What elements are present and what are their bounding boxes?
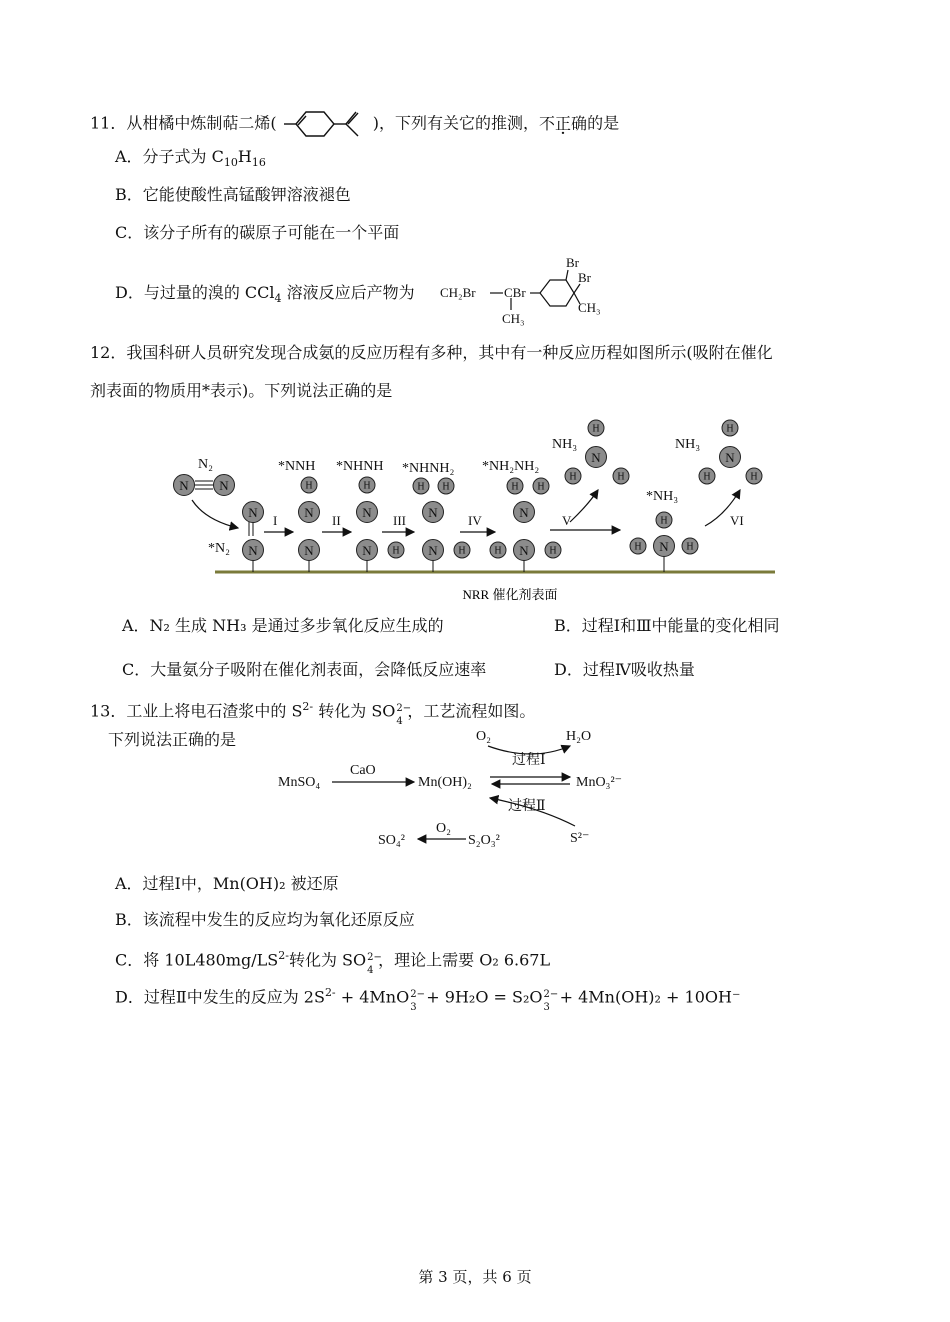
hydrogen-atom-label: H	[634, 541, 642, 553]
nitrogen-atom-label: N	[659, 539, 669, 554]
label-nh3-released-2: NH₃	[675, 437, 701, 452]
hydrogen-atom-label: H	[442, 481, 450, 493]
struct-br2: Br	[578, 270, 591, 285]
nitrogen-atom-label: N	[519, 505, 529, 520]
hydrogen-atom-label: H	[703, 471, 711, 483]
hydrogen-atom-label: H	[726, 423, 734, 435]
label-n2-star: *N₂	[208, 541, 230, 556]
flow-mnoh2: Mn(OH)₂	[418, 775, 472, 790]
nitrogen-atom-label: N	[304, 543, 314, 558]
flow-h2o: H₂O	[566, 729, 592, 744]
nitrogen-atom-label: N	[428, 505, 438, 520]
flow-process-2: 过程Ⅱ	[508, 799, 546, 814]
nitrogen-atom-label: N	[362, 505, 372, 520]
q11-option-b: B．它能使酸性高锰酸钾溶液褪色	[115, 185, 351, 204]
step-i: I	[273, 513, 278, 528]
flow-mnso4: MnSO₄	[278, 775, 321, 790]
q11-option-a: A．分子式为 $C_{10}H_{16}$	[115, 147, 266, 170]
hydrogen-atom-label: H	[417, 481, 425, 493]
nitrogen-atom-label: N	[591, 450, 601, 465]
step-vi: VI	[730, 513, 744, 528]
hydrogen-atom-label: H	[305, 480, 313, 492]
struct-ch3-right: CH₃	[578, 300, 601, 315]
step-iv: IV	[468, 513, 482, 528]
label-nh3-released-1: NH₃	[552, 437, 578, 452]
q12-option-a: A．N₂ 生成 NH₃ 是通过多步氧化反应生成的	[122, 616, 444, 635]
flow-s2minus: S²⁻	[570, 831, 590, 846]
hydrogen-atom-label: H	[363, 480, 371, 492]
label-n2: N₂	[198, 457, 213, 472]
q13-stem: 13．工业上将电石渣浆中的 $S^{2-}$ 转化为 SO 2− 4 ，工艺流程如图。	[90, 700, 536, 727]
nitrogen-atom-label: N	[519, 543, 529, 558]
label-nnh: *NNH	[278, 459, 316, 474]
q13-option-a: A．过程Ⅰ中，Mn(OH)₂ 被还原	[115, 874, 339, 893]
q13-option-c: C．将 $10L480mg/LS^{2-}$转化为 SO 2− 4 ，理论上需要 O₂ 6.67L	[115, 949, 551, 976]
nrr-reaction-diagram	[150, 410, 800, 610]
nitrogen-atom-label: N	[304, 505, 314, 520]
struct-ch2br: CH₂Br	[440, 285, 476, 300]
flow-cao: CaO	[350, 763, 376, 778]
step-ii: II	[332, 513, 341, 528]
q13-option-b: B．该流程中发生的反应均为氧化还原反应	[115, 910, 415, 929]
hydrogen-atom-label: H	[686, 541, 694, 553]
flow-so4: SO₄²	[378, 833, 405, 848]
q13-stem-line2: 下列说法正确的是	[108, 730, 237, 749]
step-v: V	[562, 513, 572, 528]
hydrogen-atom-label: H	[617, 471, 625, 483]
label-nh3-star: *NH₃	[646, 489, 679, 504]
flow-mno3: MnO₃²⁻	[576, 775, 623, 790]
page-footer: 第 3 页，共 6 页	[418, 1268, 532, 1286]
surface-label: NRR 催化剂表面	[462, 587, 558, 602]
nitrogen-atom-label: N	[428, 543, 438, 558]
nitrogen-atom-label: N	[725, 450, 735, 465]
q13-process-flow	[270, 718, 650, 858]
nitrogen-atom-label: N	[248, 543, 258, 558]
limonene-structure	[282, 107, 368, 141]
struct-br1: Br	[566, 255, 579, 270]
hydrogen-atom-label: H	[549, 545, 557, 557]
q13-option-d: D．过程Ⅱ中发生的反应为 $2S^{2-} + 4MnO$ 2− 3 + 9H₂O = S₂O 2− 3 + 4Mn(OH)₂ + 10OH⁻	[115, 986, 741, 1013]
q12-stem-line2: 剂表面的物质用*表示)。下列说法正确的是	[90, 381, 393, 400]
hydrogen-atom-label: H	[750, 471, 758, 483]
hydrogen-atom-label: H	[392, 545, 400, 557]
nitrogen-atom-label: N	[362, 543, 372, 558]
label-nh2nh2: *NH₂NH₂	[482, 459, 540, 474]
flow-o2-top: O₂	[476, 729, 491, 744]
struct-cbr: CBr	[504, 285, 526, 300]
hydrogen-atom-label: H	[511, 481, 519, 493]
q12-option-b: B．过程Ⅰ和Ⅲ中能量的变化相同	[554, 616, 780, 635]
q11-stem: 11．从柑橘中炼制萜二烯( )，下列有关它的推测，不正确的是	[90, 107, 619, 141]
flow-o2-bottom: O₂	[436, 821, 451, 836]
step-iii: III	[393, 513, 406, 528]
label-nhnh: *NHNH	[336, 459, 384, 474]
q12-option-c: C．大量氨分子吸附在催化剂表面，会降低反应速率	[122, 660, 487, 679]
q12-option-d: D．过程Ⅳ吸收热量	[554, 660, 695, 679]
hydrogen-atom-label: H	[494, 545, 502, 557]
nitrogen-atom-label: N	[219, 478, 229, 493]
hydrogen-atom-label: H	[458, 545, 466, 557]
nitrogen-atom-label: N	[248, 505, 258, 520]
struct-ch3-left: CH₃	[502, 311, 525, 326]
nitrogen-atom-label: N	[179, 478, 189, 493]
hydrogen-atom-label: H	[592, 423, 600, 435]
q11-option-d: D．与过量的溴的 CCl$_4$ 溶液反应后产物为	[115, 283, 415, 306]
flow-s2o3: S₂O₃²	[468, 833, 500, 848]
q11-product-structure	[440, 252, 620, 328]
hydrogen-atom-label: H	[569, 471, 577, 483]
hydrogen-atom-label: H	[537, 481, 545, 493]
q11-option-c: C．该分子所有的碳原子可能在一个平面	[115, 223, 400, 242]
q12-stem-line1: 12．我国科研人员研究发现合成氨的反应历程有多种，其中有一种反应历程如图所示(吸附在催化	[90, 343, 773, 362]
flow-process-1: 过程Ⅰ	[512, 753, 546, 768]
hydrogen-atom-label: H	[660, 515, 668, 527]
label-nhnh2: *NHNH₂	[402, 461, 455, 476]
